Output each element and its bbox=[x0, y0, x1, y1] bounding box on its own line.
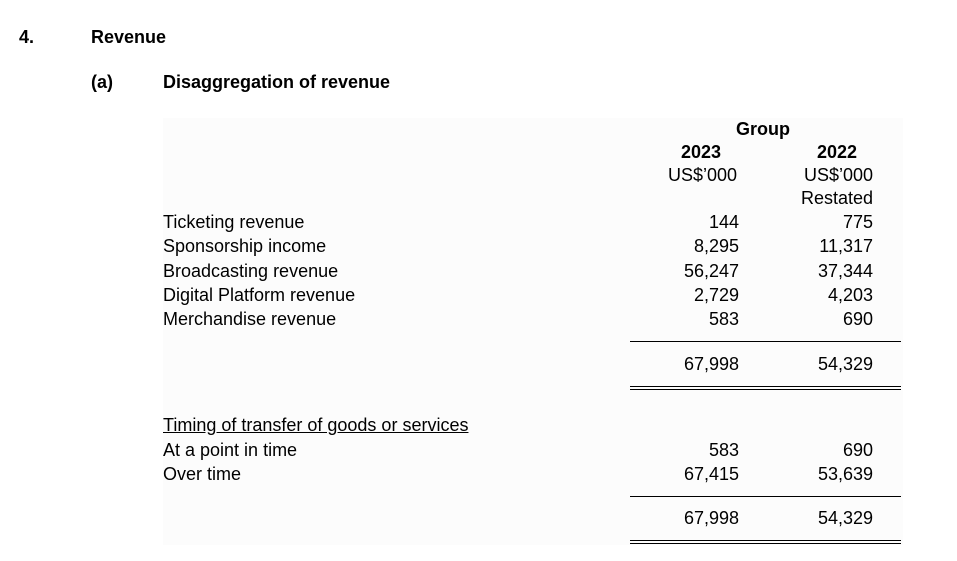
cell-2023: 8,295 bbox=[693, 236, 739, 256]
total-double-rule bbox=[630, 386, 901, 390]
row-label: Sponsorship income bbox=[163, 236, 327, 256]
cell-2023: 67,415 bbox=[683, 464, 739, 484]
cell-2023: 56,247 bbox=[683, 261, 739, 281]
cell-2023: 583 bbox=[708, 440, 739, 460]
column-unit-2023: US$’000 bbox=[667, 165, 737, 185]
cell-2022: 53,639 bbox=[817, 464, 873, 484]
column-year-2022: 2022 bbox=[816, 142, 857, 162]
row-label: Ticketing revenue bbox=[163, 212, 305, 232]
cell-2022: 690 bbox=[842, 440, 873, 460]
total-double-rule bbox=[630, 540, 901, 544]
column-unit-2022: US$’000 bbox=[803, 165, 873, 185]
subtotal-rule bbox=[630, 496, 901, 497]
row-label: Merchandise revenue bbox=[163, 309, 337, 329]
cell-2023: 2,729 bbox=[693, 285, 739, 305]
cell-2022: 4,203 bbox=[827, 285, 873, 305]
column-note-2022: Restated bbox=[800, 188, 873, 208]
section-number: 4. bbox=[19, 27, 35, 47]
column-year-2023: 2023 bbox=[680, 142, 721, 162]
cell-2023: 583 bbox=[708, 309, 739, 329]
subtotal-rule bbox=[630, 341, 901, 342]
cell-2022: 37,344 bbox=[817, 261, 873, 281]
revenue-total-2022: 54,329 bbox=[817, 354, 873, 374]
cell-2022: 690 bbox=[842, 309, 873, 329]
cell-2023: 144 bbox=[708, 212, 739, 232]
timing-total-2022: 54,329 bbox=[817, 508, 873, 528]
row-label: Digital Platform revenue bbox=[163, 285, 356, 305]
section-title: Revenue bbox=[91, 27, 167, 47]
cell-2022: 775 bbox=[842, 212, 873, 232]
timing-heading: Timing of transfer of goods or services bbox=[163, 415, 469, 435]
row-label: At a point in time bbox=[163, 440, 298, 460]
row-label: Over time bbox=[163, 464, 242, 484]
subsection-title: Disaggregation of revenue bbox=[163, 72, 391, 92]
cell-2022: 11,317 bbox=[819, 236, 873, 256]
subsection-label: (a) bbox=[91, 72, 113, 92]
group-header: Group bbox=[736, 119, 790, 139]
revenue-total-2023: 67,998 bbox=[683, 354, 739, 374]
timing-total-2023: 67,998 bbox=[683, 508, 739, 528]
row-label: Broadcasting revenue bbox=[163, 261, 339, 281]
